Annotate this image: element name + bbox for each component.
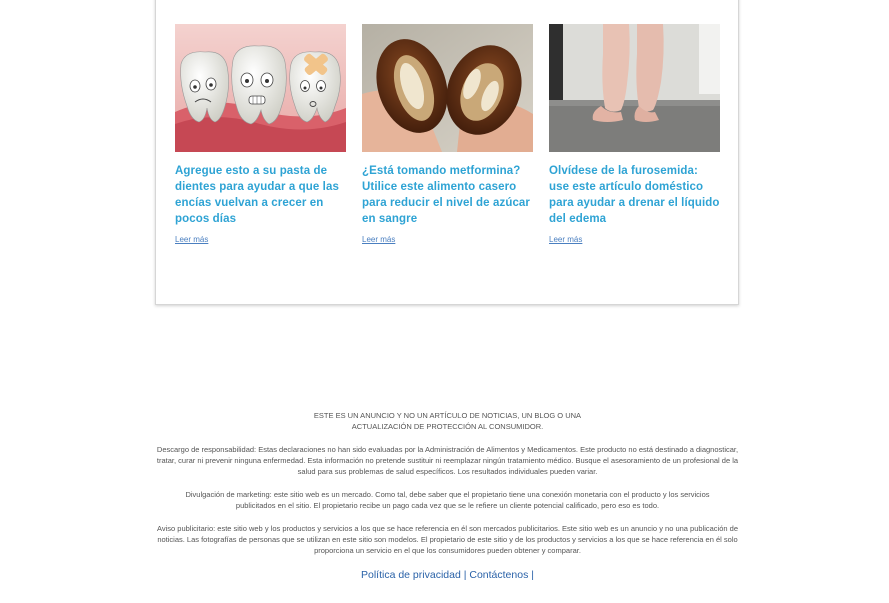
privacy-policy-link[interactable]: Política de privacidad: [360, 569, 461, 581]
article-card-3: [549, 24, 720, 247]
article-image-legs[interactable]: [549, 24, 720, 152]
article-title-3[interactable]: [549, 163, 720, 227]
article-image-dates[interactable]: [362, 24, 533, 152]
article-card-2: [362, 24, 533, 247]
read-more-link-3[interactable]: Leer más: [549, 235, 583, 244]
article-title-link-1[interactable]: Agregue esto a su pasta de dientes para ayudar a que las encías vuelvan a crecer en pocos días: [175, 165, 339, 225]
article-title-link-3[interactable]: Olvídese de la furosemida: use este artículo doméstico para ayudar a drenar el líquido del edema: [549, 165, 720, 225]
read-more-link-2[interactable]: Leer más: [362, 235, 396, 244]
article-title-link-2[interactable]: ¿Está tomando metformina? Utilice este alimento casero para reducir el nivel de azúcar en sangre: [362, 165, 531, 225]
footer-links: [150, 569, 745, 581]
disclaimer-text: Descargo de responsabilidad: Estas declaraciones no han sido evaluadas por la Administración de Alimentos y Medicamentos. Este producto no está destinado a diagnosticar, tratar, curar ni prevenir ninguna enfermedad. Esta información no pretende sustituir ni reemplazar ningún tratamiento médico. Busque el asesoramiento de un profesional de la salud para sus problemas de salud específicos. Los resultados individuales pueden variar.: [156, 445, 739, 476]
link-separator-end: |: [531, 569, 534, 581]
article-card-1: [175, 24, 346, 247]
marketing-disclosure-text: Divulgación de marketing: este sitio web es un mercado. Como tal, debe saber que el propietario tiene una conexión monetaria con el producto y los servicios publicitados en el sitio. El propietario recibe un pago cada vez que se le refiere un cliente potencial calificado, pero eso es todo.: [185, 490, 710, 510]
contact-link[interactable]: Contáctenos: [469, 569, 529, 581]
link-separator: |: [463, 569, 467, 581]
article-image-teeth[interactable]: [175, 24, 346, 152]
ad-notice: ESTE ES UN ANUNCIO Y NO UN ARTÍCULO DE NOTICIAS, UN BLOG O UNA ACTUALIZACIÓN DE PROTECCIÓN AL CONSUMIDOR.: [313, 411, 582, 431]
article-title-2[interactable]: [362, 163, 533, 227]
article-title-1[interactable]: [175, 163, 346, 227]
read-more-link-1[interactable]: Leer más: [175, 235, 209, 244]
advertising-notice-text: Aviso publicitario: este sitio web y los productos y servicios a los que se hace referencia en él son mercados publicitarios. Este sitio web es un anuncio y no una publicación de noticias. Las fotografías de personas que se utilizan en este sitio son modelos. El propietario de este sitio y de los productos y servicios a los que se hace referencia en él solo proporciona un servicio en el que los consumidores pueden obtener y comparar.: [156, 524, 738, 555]
